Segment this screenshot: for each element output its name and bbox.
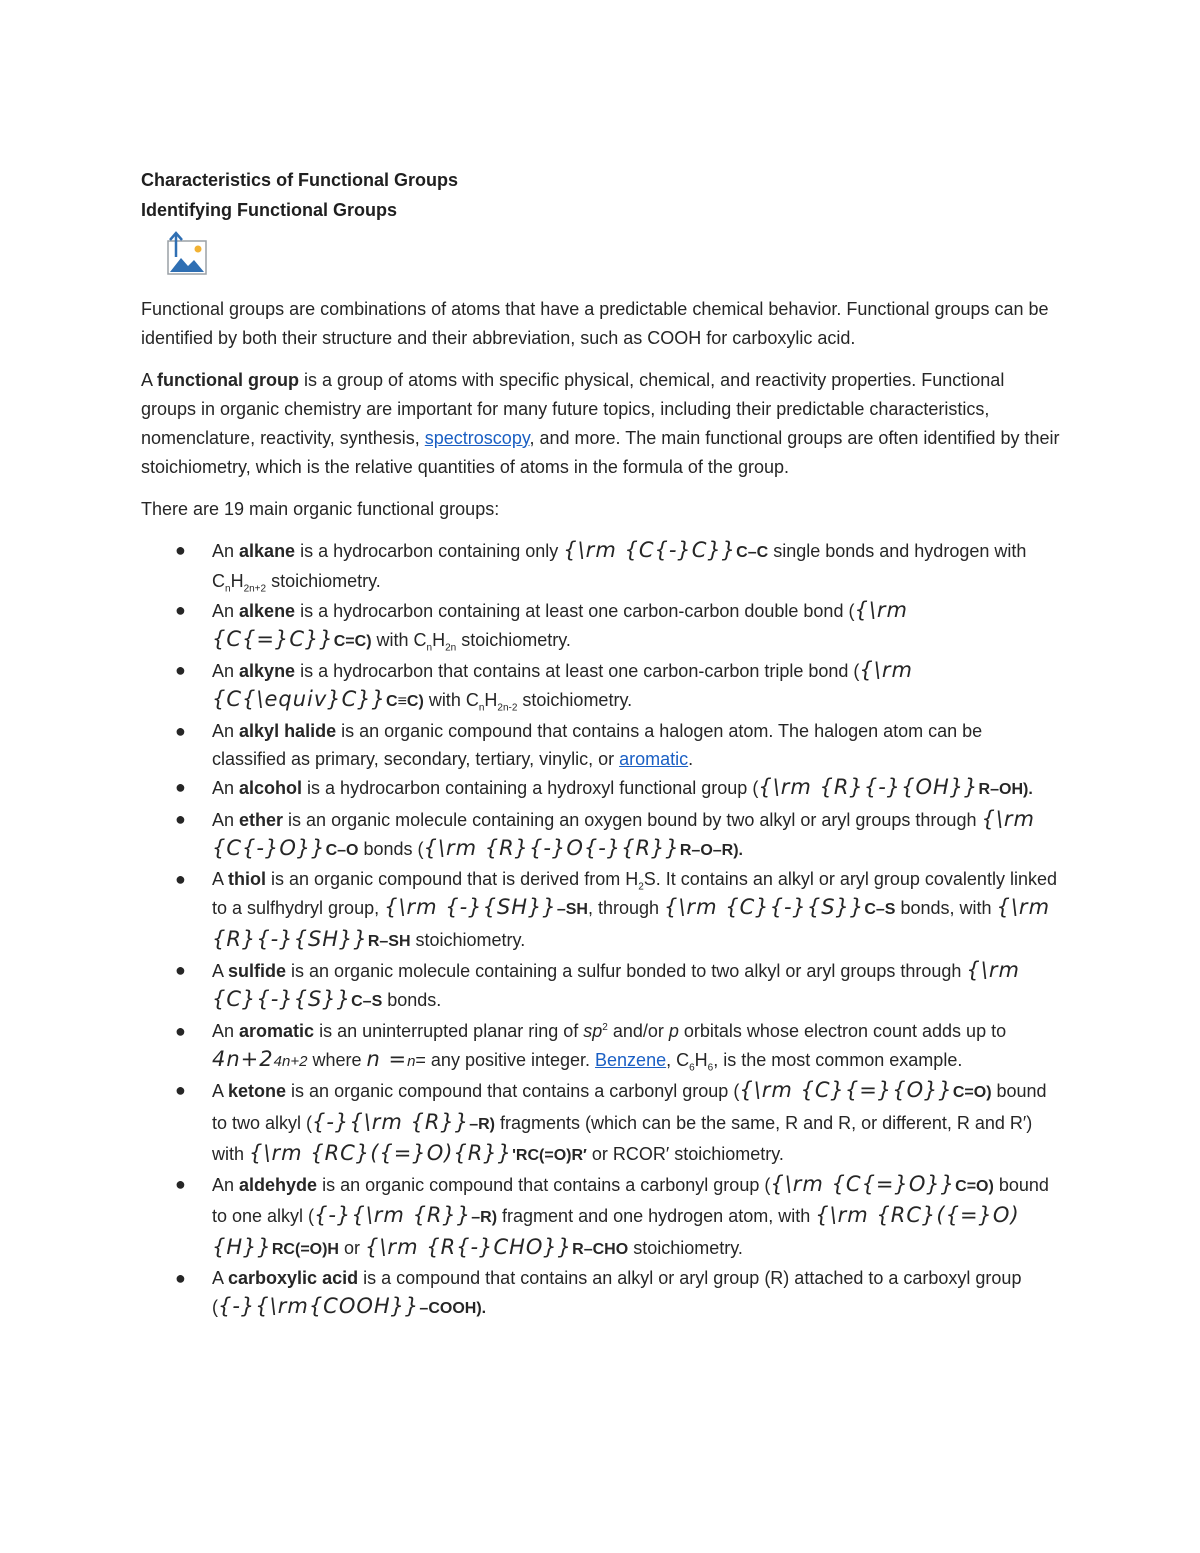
bullet-icon: ● xyxy=(175,869,186,890)
image-placeholder[interactable] xyxy=(167,231,207,275)
list-intro: There are 19 main organic functional groups: xyxy=(141,499,500,520)
list-item-aldehyde: ● An aldehyde is an organic compound that contains a carbonyl group ({\rm {C{=}O}}C=O) bound to one alkyl ({-}{\rm {R}}–R) fragment and one hydrogen atom, with {\rm {RC}({=}O){H}}RC(=O)H or {\rm {R{-}CHO}}R–CHO stoichiometry. xyxy=(175,1172,1049,1259)
bullet-icon: ● xyxy=(175,1020,186,1041)
bullet-icon: ● xyxy=(175,660,186,681)
list-item-alkyne: ● An alkyne is a hydrocarbon that contains at least one carbon-carbon triple bond ({\rm {C{\equiv}C}}C≡C) with $C_nH_{2n-2}$ stoichiometry. xyxy=(175,658,913,714)
aromatic-link[interactable]: aromatic xyxy=(619,749,689,769)
bullet-icon: ● xyxy=(175,720,186,741)
bullet-icon: ● xyxy=(175,960,186,981)
term-functional-group: functional group xyxy=(157,370,299,391)
bullet-icon: ● xyxy=(175,1268,186,1289)
page-subtitle: Identifying Functional Groups xyxy=(141,200,397,220)
bullet-icon: ● xyxy=(175,1080,186,1101)
list-item-sulfide: ● A sulfide is an organic molecule containing a sulfur bonded to two alkyl or aryl groups through {\rm {C}{-}{S}}C–S bonds. xyxy=(175,958,1020,1012)
list-item-alkyl-halide: ● An alkyl halide is an organic compound that contains a halogen atom. The halogen atom can be classified as primary, secondary, tertiary, vinylic, or aromatic. xyxy=(141,717,1061,774)
benzene-link[interactable]: Benzene xyxy=(595,1049,667,1070)
list-item-aromatic: ● An aromatic is an uninterrupted planar ring of $sp^2$ and/or p orbitals whose electron count adds up to 4n+24n+2 where n =n= any positive integer. Benzene, $C_6H_6$, is the most common example. xyxy=(141,1017,1061,1077)
image-placeholder-icon xyxy=(167,231,207,275)
list-item-alcohol: ● An alcohol is a hydrocarbon containing a hydroxyl functional group ({\rm {R}{-}{OH}}R–OH). xyxy=(141,773,1061,804)
list-item-alkene: ● An alkene is a hydrocarbon containing at least one carbon-carbon double bond ({\rm {C{=}C}}C=C) with $C_nH_{2n}$ stoichiometry. xyxy=(175,597,908,654)
list-item-ketone: ● A ketone is an organic compound that contains a carbonyl group ({\rm {C}{=}{O}}C=O) bound to two alkyl ({-}{\rm {R}}–R) fragments (which can be the same, R and R, or different, R and R′) with {\rm {RC}({=}O){R}}'RC(=O)R′ or RCOR′ stoichiometry. xyxy=(175,1078,1047,1165)
list-item-thiol: ● A thiol is an organic compound that is derived from $H_2S$. It contains an alkyl or aryl group covalently linked to a sulfhydryl group, {\rm {-}{SH}}–SH, through {\rm {C}{-}{S}}C–S bonds, with {\rm {R}{-}{SH}}R–SH stoichiometry. xyxy=(141,865,1061,956)
bullet-icon: ● xyxy=(175,539,186,560)
definition-paragraph: A functional group is a group of atoms with specific physical, chemical, and reactivity properties. Functional groups in organic chemistry are important for many future topics, including their predictable characteristics, nomenclature, reactivity, synthesis, spectroscopy, and more. The main functional groups are often identified by their stoichiometry, which is the relative quantities of atoms in the formula of the group. xyxy=(141,370,1060,477)
page-title: Characteristics of Functional Groups xyxy=(141,170,459,190)
list-item-ether: ● An ether is an organic molecule containing an oxygen bound by two alkyl or aryl groups through {\rm {C{-}O}}C–O bonds ({\rm {R}{-}O{-}{R}}R–O–R). xyxy=(175,806,1035,860)
document-page xyxy=(141,165,1061,1324)
bullet-icon: ● xyxy=(175,777,186,798)
list-item-carboxylic-acid: ● A carboxylic acid is a compound that contains an alkyl or aryl group (R) attached to a carboxyl group ({-}{\rm{COOH}}–COOH). xyxy=(141,1264,1061,1324)
list-item-alkane: ● An alkane is a hydrocarbon containing only {\rm {C{-}C}}C–C single bonds and hydrogen with $C_nH_{2n+2}$ stoichiometry. xyxy=(175,537,1027,595)
bullet-icon: ● xyxy=(175,599,186,620)
bullet-icon: ● xyxy=(175,808,186,829)
intro-paragraph: Functional groups are combinations of atoms that have a predictable chemical behavior. Functional groups can be identified by both their structure and their abbreviation, such as COOH for carboxylic acid. xyxy=(141,299,1049,348)
spectroscopy-link[interactable]: spectroscopy xyxy=(424,427,530,448)
bullet-icon: ● xyxy=(175,1174,186,1195)
functional-groups-list xyxy=(141,536,1061,1324)
